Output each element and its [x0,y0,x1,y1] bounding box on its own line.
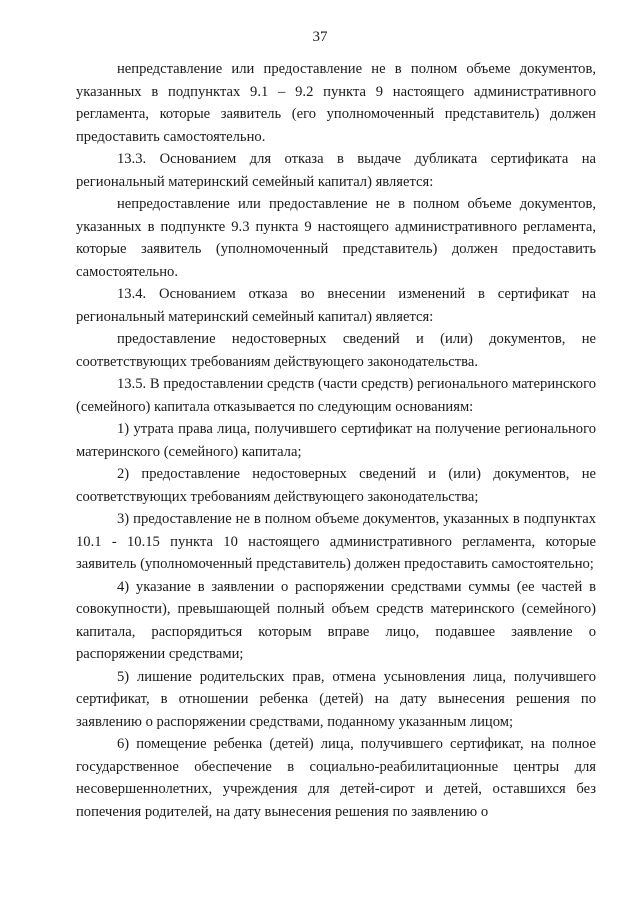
list-item-4: 4) указание в заявлении о распоряжении средствами суммы (ее частей в совокупности), превышающей полный объем средств материнского (семейного) капитала, распорядиться которым вправе лицо, подавшее заявление о распоряжении средствами; [76,578,596,662]
paragraph-continuation: непредставление или предоставление не в полном объеме документов, указанных в подпунктах 9.1 – 9.2 пункта 9 настоящего административного регламента, которые заявитель (его уполномоченный представитель) должен предоставить самостоятельно. [76,61,596,145]
list-item-2: 2) предоставление недостоверных сведений и (или) документов, не соответствующих требованиям действующего законодательства; [76,466,596,505]
paragraph-13-5: 13.5. В предоставлении средств (части средств) регионального материнского (семейного) капитала отказывается по следующим основаниям: [76,376,596,415]
paragraph-13-3: 13.3. Основанием для отказа в выдаче дубликата сертификата на региональный материнский семейный капитал) является: [76,151,596,190]
document-body [76,58,596,823]
list-item-3: 3) предоставление не в полном объеме документов, указанных в подпунктах 10.1 - 10.15 пункта 10 настоящего административного регламента, которые заявитель (уполномоченный представитель) должен предоставить самостоятельно; [76,511,596,572]
list-item-6: 6) помещение ребенка (детей) лица, получившего сертификат, на полное государственное обеспечение в социально-реабилитационные центры для несовершеннолетних, учреждения для детей-сирот и детей, оставшихся без попечения родителей, на дату вынесения решения по заявлению о [76,736,596,820]
paragraph-13-4: 13.4. Основанием отказа во внесении изменений в сертификат на региональный материнский семейный капитал) является: [76,286,596,325]
paragraph-13-3-ground: непредоставление или предоставление не в полном объеме документов, указанных в подпункте 9.3 пункта 9 настоящего административного регламента, которые заявитель (уполномоченный представитель) должен предоставить самостоятельно. [76,196,596,280]
list-item-1: 1) утрата права лица, получившего сертификат на получение регионального материнского (семейного) капитала; [76,421,596,460]
page-number: 37 [312,29,328,45]
paragraph-13-4-ground: предоставление недостоверных сведений и (или) документов, не соответствующих требованиям действующего законодательства. [76,331,596,370]
list-item-5: 5) лишение родительских прав, отмена усыновления лица, получившего сертификат, в отношении ребенка (детей) на дату вынесения решения по заявлению о распоряжении средствами, поданному указанным лицом; [76,668,596,730]
